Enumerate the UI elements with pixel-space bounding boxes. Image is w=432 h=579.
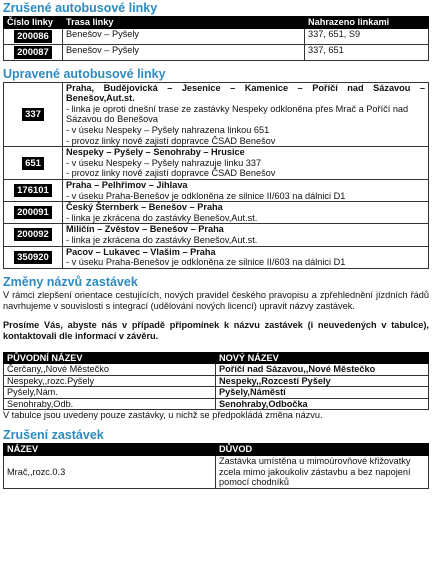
stop-cancellations-table [3, 443, 429, 488]
old-name-cell: Senohraby,Odb. [4, 398, 216, 410]
new-name-cell: Pyšely,Náměstí [216, 387, 429, 399]
old-name-cell: Čerčany,,Nové Městečko [4, 364, 216, 376]
route-note: - provoz linky nově zajistí dopravce ČSAD Benešov [66, 168, 276, 179]
table-footnote: V tabulce jsou uvedeny pouze zastávky, u nichž se předpokládá změna názvu. [3, 410, 323, 421]
table-row [4, 364, 429, 376]
contact-paragraph: Prosíme Vás, abyste nás v případě připomínek k názvu zastávek (i neuvedených v tabulce), kontaktovali dle informací v závěru. [3, 320, 429, 342]
new-name-cell: Nespeky,,Rozcestí Pyšely [216, 375, 429, 387]
new-name-cell: Senohraby,Odbočka [216, 398, 429, 410]
table-row [4, 246, 429, 268]
reason-cell: Zastávka umístěna u mimoúrovňové křižovatky zcela mimo jakoukoliv zástavbu a bez napojení pomocí chodníků [216, 456, 429, 489]
route-note: - linka je zkrácena do zastávky Benešov,Aut.st. [66, 234, 258, 245]
route-note: - linka je zkrácena do zastávky Benešov,Aut.st. [66, 212, 258, 223]
section-title-stop-renames: Změny názvů zastávek [3, 274, 138, 289]
table-row [4, 224, 429, 246]
route-title: Český Šternberk – Benešov – Praha [66, 202, 223, 213]
line-code-badge: 200086 [14, 30, 52, 43]
table-row [4, 456, 429, 489]
route-note: - v úseku Nespeky – Pyšely nahrazena linkou 651 [66, 124, 270, 135]
replaced-cell: 337, 651 [305, 44, 429, 60]
route-note: - v úseku Praha-Benešov je odkloněna ze silnice II/603 na dálnici D1 [66, 257, 346, 268]
table-header-row [4, 444, 429, 456]
line-code-badge: 176101 [14, 184, 52, 197]
col-header-replaced: Nahrazeno linkami [305, 17, 429, 29]
stop-renames-table [3, 352, 429, 411]
route-note: - provoz linky nově zajistí dopravce ČSAD Benešov [66, 135, 276, 146]
cancelled-lines-table [3, 16, 429, 61]
route-title: Pacov – Lukavec – Vlašim – Praha [66, 246, 216, 257]
old-name-cell: Nespeky,,rozc.Pyšely [4, 375, 216, 387]
line-code-badge: 337 [22, 108, 44, 121]
col-header-line-number: Číslo linky [4, 17, 63, 29]
old-name-cell: Pyšely,Nám. [4, 387, 216, 399]
table-header-row [4, 352, 429, 364]
col-header-reason: DŮVOD [216, 444, 429, 456]
route-cell: Benešov – Pyšely [63, 44, 305, 60]
line-code-badge: 651 [22, 157, 44, 170]
section-title-cancelled-lines: Zrušené autobusové linky [3, 1, 158, 15]
table-row [4, 387, 429, 399]
section-title-modified-lines: Upravené autobusové linky [3, 66, 166, 81]
table-row [4, 375, 429, 387]
col-header-name: NÁZEV [4, 444, 216, 456]
line-code-badge: 350920 [14, 251, 52, 264]
table-row [4, 28, 429, 44]
route-title: Praha – Pelhřimov – Jihlava [66, 179, 188, 190]
line-code-badge: 200087 [14, 46, 52, 59]
route-title: Miličín – Zvěstov – Benešov – Praha [66, 224, 224, 235]
col-header-route: Trasa linky [63, 17, 305, 29]
route-note: - linka je oproti dnešní trase ze zastávky Nespeky odkloněna přes Mrač a Poříčí nad Sázavou do Benešova [66, 103, 409, 125]
line-code-badge: 200092 [14, 228, 52, 241]
route-title: Nespeky – Pyšely – Senohraby – Hrusice [66, 147, 245, 158]
table-row [4, 398, 429, 410]
stop-name-cell: Mrač,,rozc.0.3 [4, 456, 216, 489]
table-row [4, 44, 429, 60]
route-note: - v úseku Nespeky – Pyšely nahrazuje linku 337 [66, 157, 262, 168]
new-name-cell: Poříčí nad Sázavou,,Nové Městečko [216, 364, 429, 376]
table-header-row [4, 17, 429, 29]
table-row [4, 82, 429, 147]
route-note: - v úseku Praha-Benešov je odkloněna ze silnice II/603 na dálnici D1 [66, 190, 346, 201]
col-header-old-name: PŮVODNÍ NÁZEV [4, 352, 216, 364]
table-row [4, 179, 429, 201]
line-code-badge: 200091 [14, 206, 52, 219]
modified-lines-table [3, 82, 429, 269]
section-title-stop-cancellations: Zrušení zastávek [3, 428, 104, 443]
route-cell: Benešov – Pyšely [63, 28, 305, 44]
intro-paragraph: V rámci zlepšení orientace cestujících, nových pravidel českého pravopisu a zpřehlednění jízdních řádů navrhujeme v souvislosti s integrací (udělování nových licencí) upravit názvy zastávek. [3, 289, 429, 311]
table-row [4, 202, 429, 224]
col-header-new-name: NOVÝ NÁZEV [216, 352, 429, 364]
route-title: Praha, Budějovická – Jesenice – Kamenice – Poříčí nad Sázavou – Benešov,Aut.st. [66, 82, 425, 104]
table-row [4, 147, 429, 180]
replaced-cell: 337, 651, S9 [305, 28, 429, 44]
